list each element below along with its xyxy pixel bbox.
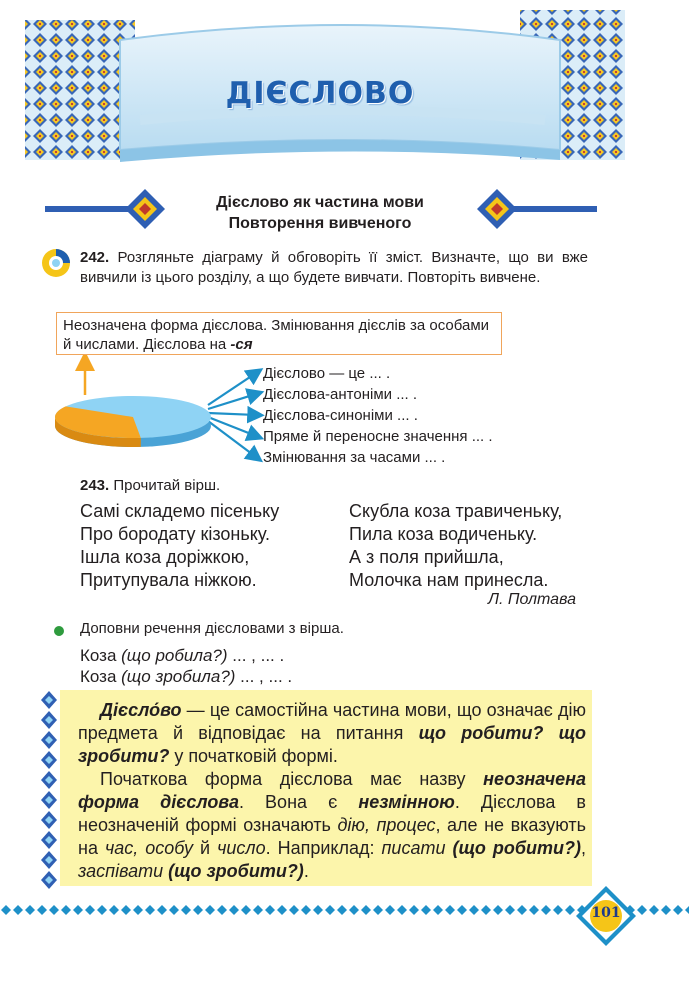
rule-italic: час, особу (104, 838, 194, 858)
chapter-title: ДІЄСЛОВО (225, 76, 415, 111)
section-heading (180, 192, 460, 234)
topic-item: Дієслова-антоніми ... . (263, 386, 418, 403)
poem-column-right (349, 500, 562, 592)
rule-text-part: , (580, 838, 586, 858)
task-bullet-icon (54, 626, 64, 636)
topic-item: Змінювання за часами ... . (263, 449, 446, 466)
rule-text-part: — це самостійна частина мови, що означає дію предмета й відповідає на питання (78, 700, 586, 743)
poem-line: А з поля прийшла, (349, 547, 504, 567)
rule-term: Дієсло́во (100, 700, 182, 720)
pie-diagram (40, 355, 300, 465)
rule-text-part: й (193, 838, 218, 858)
discussion-icon (40, 247, 72, 279)
exercise-instruction: Прочитай вірш. (113, 477, 221, 494)
topic-arrow (208, 413, 256, 415)
poem-line: Притупувала ніжкою. (80, 570, 257, 590)
rule-term: неозначена форма дієслова (78, 769, 586, 812)
ornament-left (45, 188, 180, 230)
rule-text-part: . Вона є (238, 792, 359, 812)
exercise-number: 242. (80, 249, 110, 266)
rule-text-part: , але не вказують на (78, 815, 586, 858)
rule-italic: число (217, 838, 266, 858)
poem-author: Л. Полтава (488, 591, 576, 608)
exercise-243 (80, 477, 220, 494)
rule-italic: дію, процес (337, 815, 436, 835)
task-sentence-end: ... , ... . (235, 667, 293, 686)
poem-column-left (80, 500, 279, 592)
page-number: 101 (591, 905, 621, 921)
section-heading-line1: Дієслово як частина мови (216, 194, 424, 211)
topic-item: Пряме й переносне значення ... . (263, 428, 493, 445)
exercise-number: 243. (80, 477, 110, 494)
topic-item: Дієслово — це ... . (263, 365, 391, 382)
rule-text (78, 699, 586, 883)
exercise-242 (80, 248, 588, 288)
poem-line: Скубла коза травиченьку, (349, 501, 563, 521)
rule-paragraph (78, 768, 586, 883)
topic-item: Дієслова-синоніми ... . (263, 407, 418, 424)
rule-example-question: (що робити?) (452, 838, 581, 858)
rule-text-part: Початкова форма дієслова має назву (100, 769, 484, 789)
rule-example: заспівати (78, 861, 164, 881)
rule-term: незмінною (358, 792, 455, 812)
studied-topics-text: Неозначена форма дієслова. Змінювання дієслів за особами й числами. Дієслова на (63, 317, 490, 353)
task-sentence-start: Коза (80, 667, 122, 686)
studied-topics-box (56, 312, 502, 355)
rule-ornament (40, 690, 58, 890)
rule-text-part: у початковій формі. (169, 746, 338, 766)
poem-line: Про бородату кізоньку. (80, 524, 271, 544)
topic-arrow (208, 373, 256, 405)
rule-text-part: . (303, 861, 309, 881)
rule-text-part: . Наприклад: (265, 838, 382, 858)
rule-example-question: (що зробити?) (168, 861, 304, 881)
poem-line: Самі складемо пісеньку (80, 501, 280, 521)
poem-line: Пила коза водиченьку. (349, 524, 538, 544)
ornament-right (462, 188, 597, 230)
task-sentence (80, 667, 292, 687)
exercise-text: Розгляньте діаграму й обговоріть її зміст. Визначте, що ви вже вивчили із цього розділу, а що будете вивчати. Повторіть вивчене. (80, 249, 588, 286)
task-sentence-start: Коза (80, 646, 122, 665)
rule-text-part: . Дієслова в неозначеній формі означають (78, 792, 586, 835)
section-heading-line2: Повторення вивченого (228, 215, 412, 232)
rule-paragraph (78, 699, 586, 768)
poem-line: Молочка нам принесла. (349, 570, 549, 590)
rule-question: що робити? що зробити? (78, 723, 586, 766)
task-sentence (80, 646, 284, 666)
task-sentence-end: ... , ... . (227, 646, 285, 665)
task-instruction: Доповни речення дієсловами з вірша. (80, 620, 344, 637)
poem-line: Ішла коза доріжкою, (80, 547, 250, 567)
rule-example: писати (381, 838, 446, 858)
studied-topics-suffix: -ся (230, 336, 253, 353)
task-sentence-question: (що зробила?) (121, 667, 236, 686)
task-sentence-question: (що робила?) (121, 646, 228, 665)
